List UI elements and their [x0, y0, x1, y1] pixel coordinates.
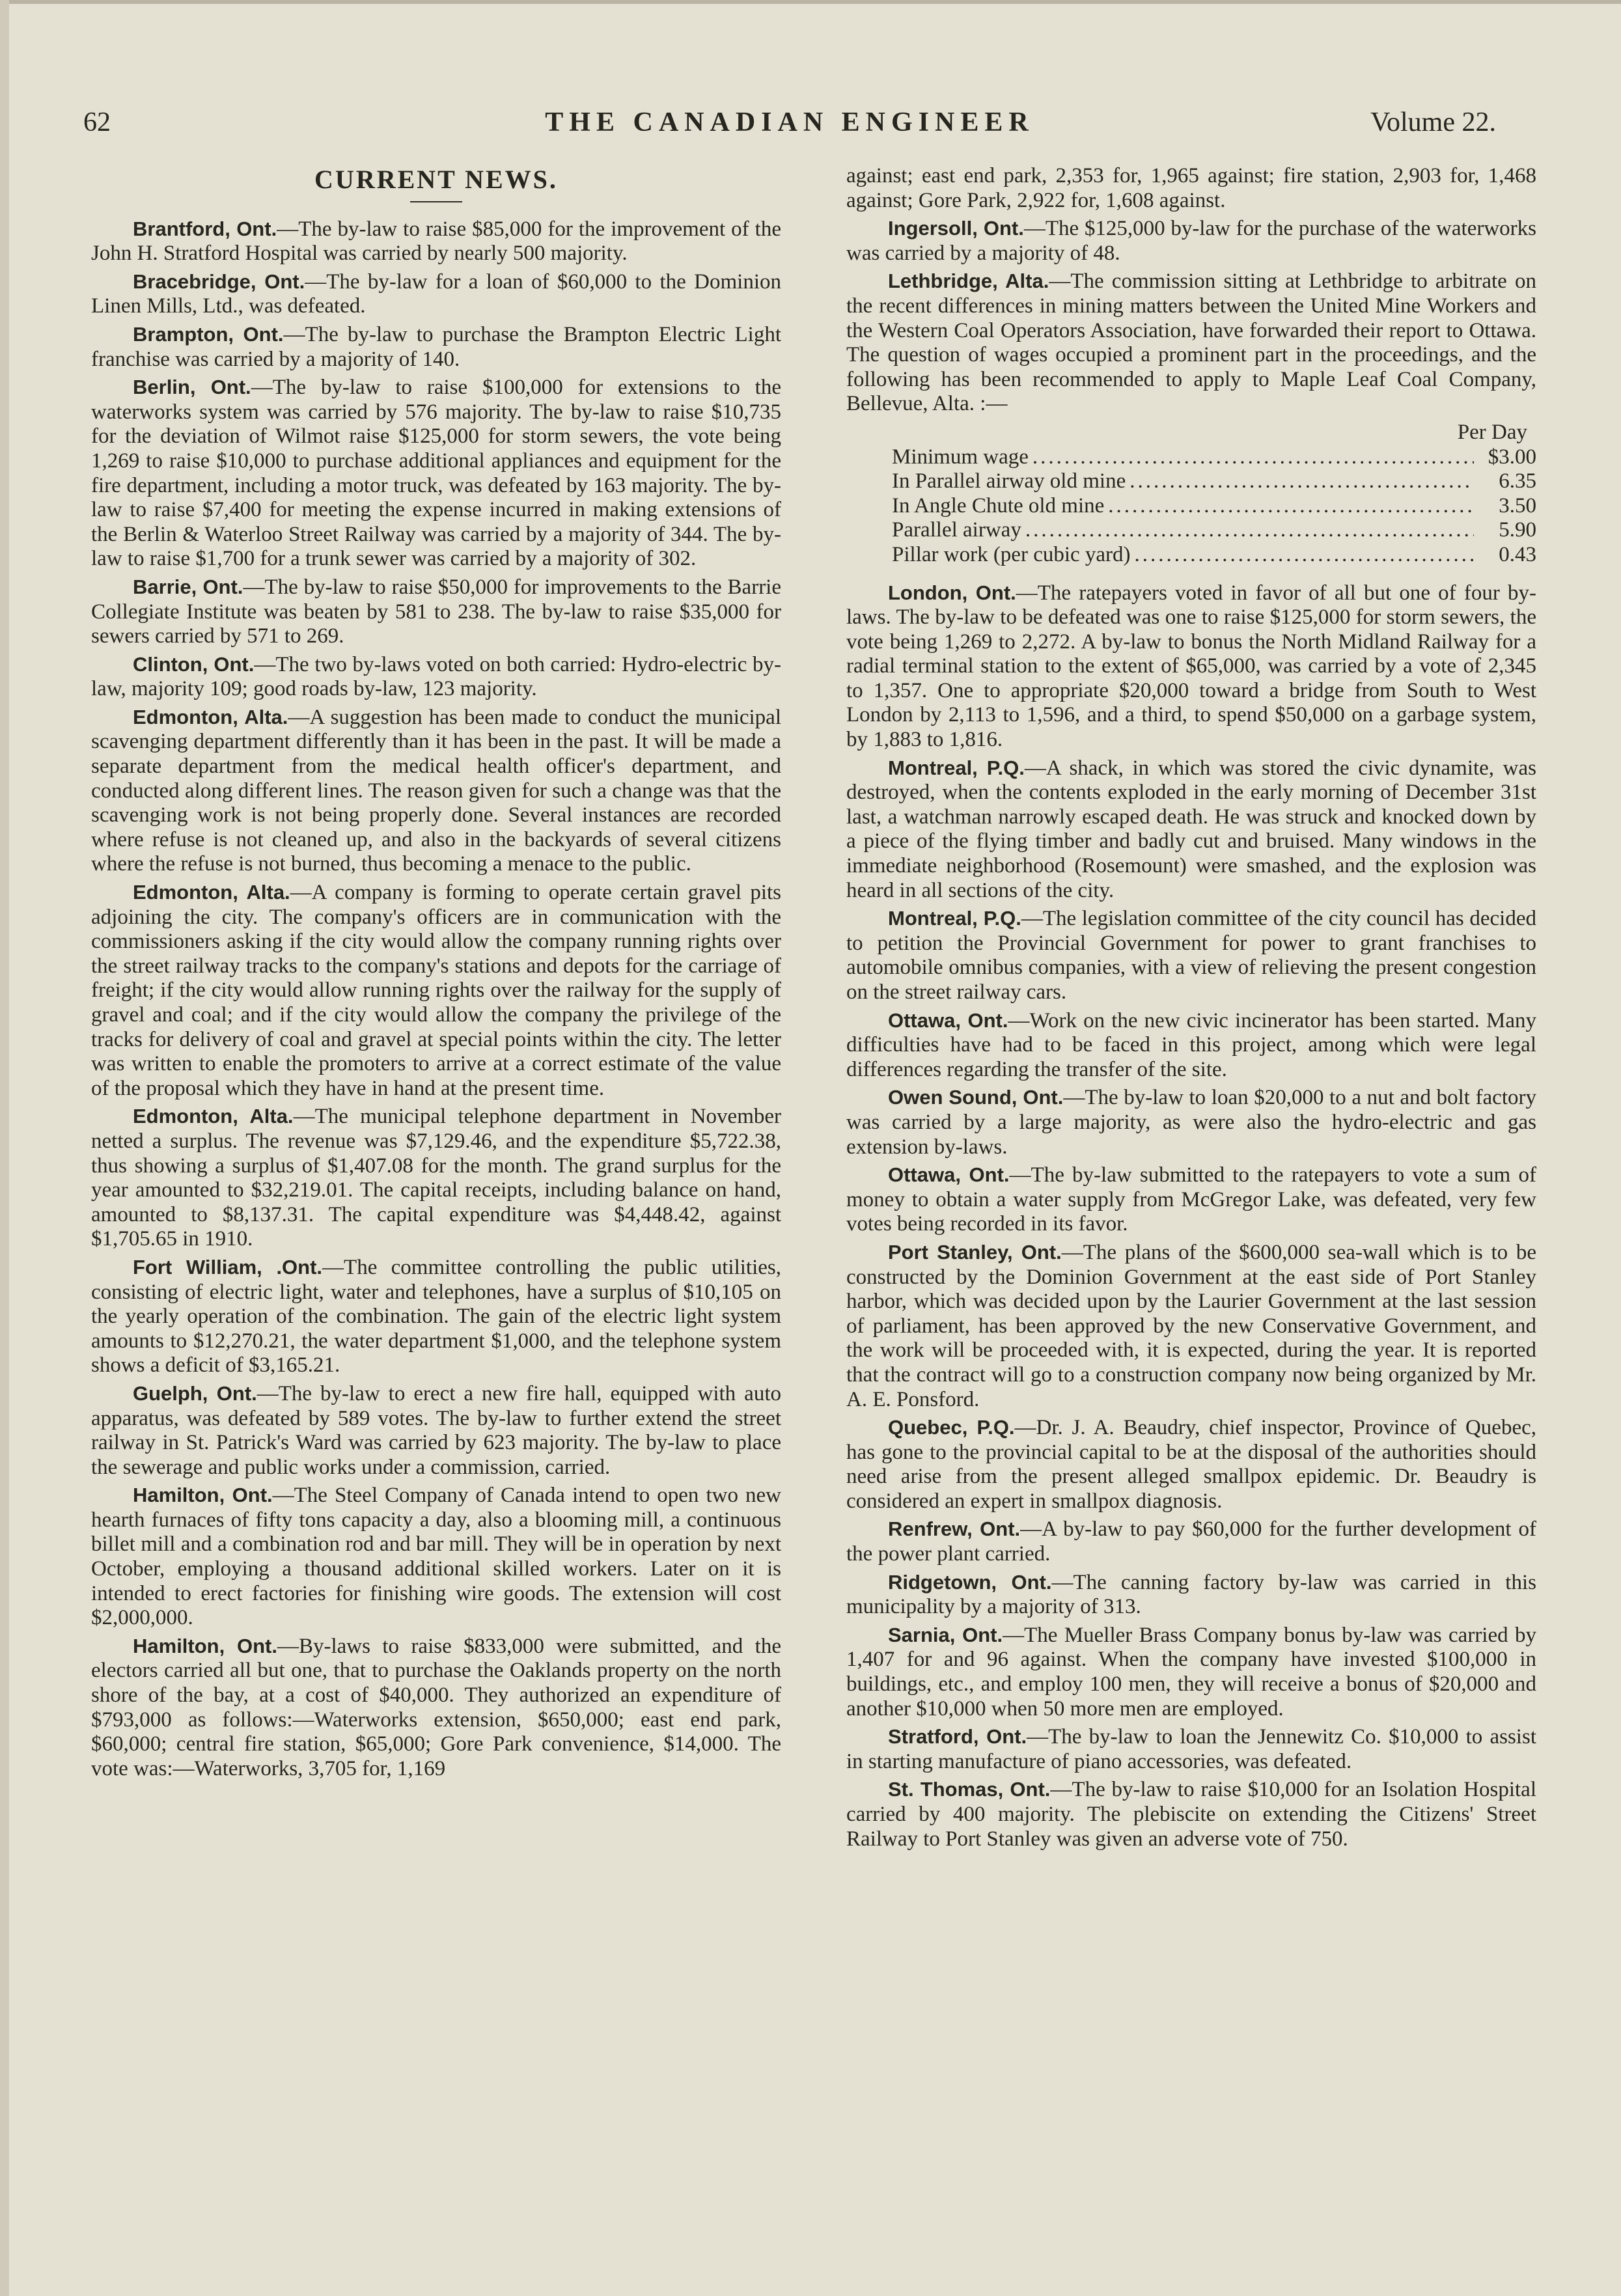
- news-item-text: —The Steel Company of Canada intend to open two new hearth furnaces of fifty tons capacity a day, also a blooming mill, a continuous billet mill and a combination rod and bar mill. They will be in operation by next October, employing a thousand additional skilled workers. Later on it is intended to erect factories for finishing wire goods. The extension will cost $2,000,000.: [91, 1484, 781, 1630]
- news-item: [91, 270, 781, 319]
- wage-label: In Parallel airway old mine: [892, 469, 1126, 493]
- wage-table: [846, 421, 1536, 568]
- news-item: [91, 1483, 781, 1631]
- news-item: [91, 375, 781, 572]
- right-news-list-a: [846, 216, 1536, 417]
- news-item: [846, 1623, 1536, 1721]
- journal-title: THE CANADIAN ENGINEER: [545, 107, 1034, 137]
- volume-label: Volume 22.: [1370, 107, 1496, 137]
- left-news-list: [91, 217, 781, 1782]
- news-item-place: St. Thomas, Ont.: [888, 1778, 1051, 1801]
- dot-leader: [1025, 518, 1474, 543]
- news-item-text: —The commission sitting at Lethbridge to arbitrate on the recent differences in mining matters between the United Mine Workers and the Western Coal Operators Association, have forwarded their report to Ottawa. The question of wages occupied a prominent part in the proceedings, and the following has been recommended to apply to Maple Leaf Coal Company, Bellevue, Alta. :—: [846, 270, 1536, 416]
- wage-label: Minimum wage: [892, 445, 1029, 469]
- title-rule: [410, 201, 462, 202]
- news-item-place: Brantford, Ont.: [133, 217, 277, 240]
- news-item-place: Clinton, Ont.: [133, 652, 255, 676]
- news-item-place: Bracebridge, Ont.: [133, 270, 305, 293]
- news-item-place: Ingersoll, Ont.: [888, 217, 1024, 240]
- section-title: CURRENT NEWS.: [314, 165, 558, 194]
- news-item-text: —The municipal telephone department in November netted a surplus. The revenue was $7,129.46, and the expenditure $5,722.38, thus showing a surplus of $1,407.08 for the month. The grand surplus for the year amounted to $32,219.01. The capital receipts, including balance on hand, amounted to $8,137.31. The capital expenditure was $4,448.42, against $1,705.65 in 1910.: [91, 1105, 782, 1251]
- wage-value: 6.35: [1499, 469, 1536, 493]
- news-item-text: —A shack, in which was stored the civic dynamite, was destroyed, when the contents exploded in the early morning of December 31st last, a watchman narrowly escaped death. He was struck and knocked down by a piece of the flying timber and badly cut and bruised. Many windows in the immediate neighborhood (Rosemount) were smashed, and the explosion was heard in all sections of the city.: [846, 756, 1537, 902]
- news-item: [91, 217, 781, 266]
- left-column: [91, 166, 781, 1784]
- news-item-place: Montreal, P.Q.: [888, 907, 1021, 930]
- news-item-place: Edmonton, Alta.: [133, 1105, 294, 1128]
- news-item: [846, 216, 1536, 266]
- news-item-text: —The canning factory by-law was carried in this municipality by a majority of 313.: [846, 1570, 1536, 1619]
- news-item: [91, 705, 781, 877]
- news-item-text: —The by-law to raise $85,000 for the improvement of the John H. Stratford Hospital was carried by nearly 500 majority.: [91, 217, 781, 266]
- continued-paragraph: against; east end park, 2,353 for, 1,965 against; fire station, 2,903 for, 1,468 against; Gore Park, 2,922 for, 1,608 against.: [846, 164, 1536, 212]
- news-item: [846, 1777, 1536, 1851]
- wage-row: [846, 445, 1536, 470]
- news-item: [846, 756, 1536, 904]
- news-item-text: —By-laws to raise $833,000 were submitted, and the electors carried all but one, that to purchase the Oaklands property on the north shore of the bay, at a cost of $40,000. They authorized an expenditure of $793,000 as follows:—Waterworks extension, $650,000; east end park, $60,000; central fire station, $65,000; Gore Park convenience, $14,000. The vote was:—Waterworks, 3,705 for, 1,169: [91, 1634, 781, 1780]
- news-item: [91, 1255, 781, 1378]
- news-item-place: Quebec, P.Q.: [888, 1416, 1015, 1439]
- news-item: [91, 1104, 781, 1252]
- wage-label: In Angle Chute old mine: [892, 493, 1105, 518]
- news-item-place: Lethbridge, Alta.: [888, 270, 1049, 293]
- right-news-list-b: [846, 581, 1536, 1852]
- news-item-text: —The by-law to loan the Jennewitz Co. $10,000 to assist in starting manufacture of piano accessories, was defeated.: [846, 1725, 1536, 1773]
- news-item: [91, 575, 781, 649]
- news-item-place: Edmonton, Alta.: [133, 705, 288, 728]
- news-item-text: —The by-law to loan $20,000 to a nut and bolt factory was carried by a large majority, as were also the hydro-electric and gas extension by-laws.: [846, 1086, 1536, 1159]
- news-item-text: —The plans of the $600,000 sea-wall which is to be constructed by the Dominion Government at the east side of Port Stanley harbor, which was decided upon by the Laurier Government at the last session of parliament, has been approved by the new Conservative Government, and the work will be proceeded with, it is expected, during the year. It is reported that the contract will go to a construction company now being organized by Mr. A. E. Ponsford.: [846, 1240, 1537, 1411]
- news-item-place: Montreal, P.Q.: [888, 756, 1025, 779]
- top-edge: [0, 0, 1621, 4]
- news-item-text: —Work on the new civic incinerator has been started. Many difficulties have had to be faced in this project, among which were legal differences regarding the transfer of the site.: [846, 1008, 1536, 1081]
- news-item-text: —A by-law to pay $60,000 for the further development of the power plant carried.: [846, 1517, 1536, 1566]
- news-item-place: Ottawa, Ont.: [888, 1008, 1008, 1032]
- news-item-place: Edmonton, Alta.: [133, 881, 290, 904]
- news-item: [846, 1570, 1536, 1620]
- news-item: [91, 322, 781, 372]
- news-item-place: London, Ont.: [888, 581, 1016, 604]
- news-item-text: —The by-law to raise $100,000 for extensions to the waterworks system was carried by 576 majority. The by-law to raise $10,735 for the deviation of Wilmot raise $125,000 for storm sewers, the vote being 1,269 to raise $10,000 to purchase additional appliances and equipment for the fire department, including a motor truck, was defeated by 163 majority. The by-law to raise $7,400 for meeting the expense incurred in making extensions of the Berlin & Waterloo Street Railway was carried by a majority of 344. The by-law to raise $1,700 for a trunk sewer was carried by a majority of 302.: [91, 376, 781, 571]
- news-item: [846, 1163, 1536, 1237]
- wage-value: 5.90: [1499, 518, 1536, 542]
- news-item-place: Berlin, Ont.: [133, 376, 251, 399]
- news-item-text: —The committee controlling the public utilities, consisting of electric light, water and telephones, have a surplus of $10,105 on the yearly operation of the combination. The gain of the electric light system amounts to $12,270.21, the water department $1,000, and the telephone system shows a deficit of $3,165.21.: [91, 1255, 781, 1377]
- right-column: [846, 164, 1536, 1855]
- news-item-text: —The by-law to purchase the Brampton Electric Light franchise was carried by a majority of 140.: [91, 322, 781, 371]
- news-item: [846, 1240, 1536, 1412]
- news-item-place: Sarnia, Ont.: [888, 1623, 1003, 1646]
- news-item-place: Owen Sound, Ont.: [888, 1086, 1064, 1109]
- wage-row: [846, 469, 1536, 494]
- wage-row: [846, 494, 1536, 519]
- news-item-place: Hamilton, Ont.: [133, 1634, 277, 1657]
- news-item-place: Stratford, Ont.: [888, 1725, 1027, 1749]
- dot-leader: [1129, 469, 1474, 494]
- news-item-text: —The ratepayers voted in favor of all but one of four by-laws. The by-law to be defeated was one to raise $125,000 for storm sewers, the vote being 1,269 to 2,272. A by-law to bonus the North Midland Railway for a radial terminal station to the extent of $65,000, was carried by a vote of 2,345 to 1,357. One to appropriate $20,000 toward a bridge from South to West London by 2,113 to 1,596, and a third, to spend $50,000 on a garbage system, by 1,883 to 1,816.: [846, 581, 1536, 752]
- wage-row: [846, 543, 1536, 568]
- news-item-text: —The by-law to erect a new fire hall, equipped with auto apparatus, was defeated by 589 votes. The by-law to further extend the street railway in St. Patrick's Ward was carried by 623 majority. The by-law to place the sewerage and public works under a commission, carried.: [91, 1381, 781, 1479]
- news-item: [846, 1517, 1536, 1566]
- news-item-text: —The legislation committee of the city council has decided to petition the Provincial Government for power to grant franchises to automobile omnibus companies, with a view of relieving the present congestion on the street railway cars.: [846, 907, 1536, 1004]
- news-item: [846, 1008, 1536, 1083]
- news-item: [91, 880, 781, 1101]
- dot-leader: [1032, 445, 1474, 470]
- dot-leader: [1108, 494, 1474, 519]
- wage-value: $3.00: [1488, 445, 1536, 469]
- news-item-place: Guelph, Ont.: [133, 1381, 257, 1405]
- left-edge: [0, 0, 9, 2296]
- news-item-text: —The by-law for a loan of $60,000 to the Dominion Linen Mills, Ltd., was defeated.: [91, 270, 781, 318]
- news-item-place: Port Stanley, Ont.: [888, 1240, 1062, 1264]
- news-item-place: Ridgetown, Ont.: [888, 1570, 1052, 1594]
- news-item-place: Hamilton, Ont.: [133, 1484, 273, 1507]
- news-item: [846, 581, 1536, 753]
- news-item-place: Brampton, Ont.: [133, 322, 284, 346]
- news-item-text: —The $125,000 by-law for the purchase of the waterworks was carried by a majority of 48.: [846, 217, 1536, 265]
- news-item: [846, 906, 1536, 1004]
- wage-row: [846, 518, 1536, 543]
- news-item-place: Barrie, Ont.: [133, 575, 243, 598]
- wage-label: Pillar work (per cubic yard): [892, 542, 1131, 566]
- wage-label: Parallel airway: [892, 518, 1021, 542]
- news-item-place: Fort William, .Ont.: [133, 1255, 323, 1279]
- news-item: [846, 1085, 1536, 1159]
- news-item: [91, 1381, 781, 1480]
- news-item-text: —Dr. J. A. Beaudry, chief inspector, Province of Quebec, has gone to the provincial capital to be at the disposal of the authorities should need arise from the present alleged smallpox epidemic. Dr. Beaudry is considered an expert in smallpox diagnosis.: [846, 1416, 1536, 1513]
- news-item-text: —The by-law to raise $10,000 for an Isolation Hospital carried by 400 majority. The plebiscite on extending the Citizens' Street Railway to Port Stanley was given an adverse vote of 750.: [846, 1778, 1536, 1851]
- news-item-text: —The by-law to raise $50,000 for improvements to the Barrie Collegiate Institute was beaten by 581 to 238. The by-law to raise $35,000 for sewers carried by 571 to 269.: [91, 575, 781, 648]
- wage-value: 3.50: [1499, 493, 1536, 518]
- page-header: [83, 103, 1496, 142]
- news-item-place: Renfrew, Ont.: [888, 1517, 1021, 1541]
- news-item-text: —The two by-laws voted on both carried: Hydro-electric by-law, majority 109; good roads by-law, 123 majority.: [91, 652, 781, 701]
- news-item: [91, 652, 781, 702]
- news-item-text: —The Mueller Brass Company bonus by-law was carried by 1,407 for and 96 against. When the company have invested $100,000 in buildings, etc., and employ 100 men, they will receive a bonus of $20,000 and another $10,000 when 50 more men are employed.: [846, 1623, 1537, 1721]
- news-item: [846, 1724, 1536, 1774]
- dot-leader: [1135, 543, 1474, 568]
- news-item-text: —A suggestion has been made to conduct the municipal scavenging department differently than it has been in the past. It will be made a separate department from the medical health officer's department, and conducted along different lines. The reason given for such a change was that the scavenging work is not being properly done. Several instances are recorded where refuse is not cleaned up, and also in the backyards of several citizens where the refuse is not burned, thus becoming a menace to the public.: [91, 705, 781, 876]
- wage-rows: [846, 445, 1536, 568]
- news-item: [91, 1634, 781, 1782]
- news-item: [846, 1415, 1536, 1514]
- news-item: [846, 269, 1536, 417]
- news-item-text: —The by-law submitted to the ratepayers to vote a sum of money to obtain a water supply from McGregor Lake, was defeated, very few votes being recorded in its favor.: [846, 1163, 1536, 1236]
- wage-table-header: Per Day: [1457, 420, 1527, 444]
- wage-value: 0.43: [1499, 542, 1536, 566]
- page-number: 62: [83, 107, 111, 137]
- news-item-text: —A company is forming to operate certain gravel pits adjoining the city. The company's officers are in communication with the commissioners asking if the city would allow the company running rights over the street railway tracks to the company's stations and depots for the carriage of freight; if the city would allow running rights over the railway for the supply of gravel and coal; and if the city would allow the company the privilege of the tracks for delivery of coal and gravel at special points within the city. The letter was written to enable the promoters to arrive at a correct estimate of the value of the proposal which they have in hand at the present time.: [91, 881, 781, 1100]
- news-item-place: Ottawa, Ont.: [888, 1163, 1010, 1187]
